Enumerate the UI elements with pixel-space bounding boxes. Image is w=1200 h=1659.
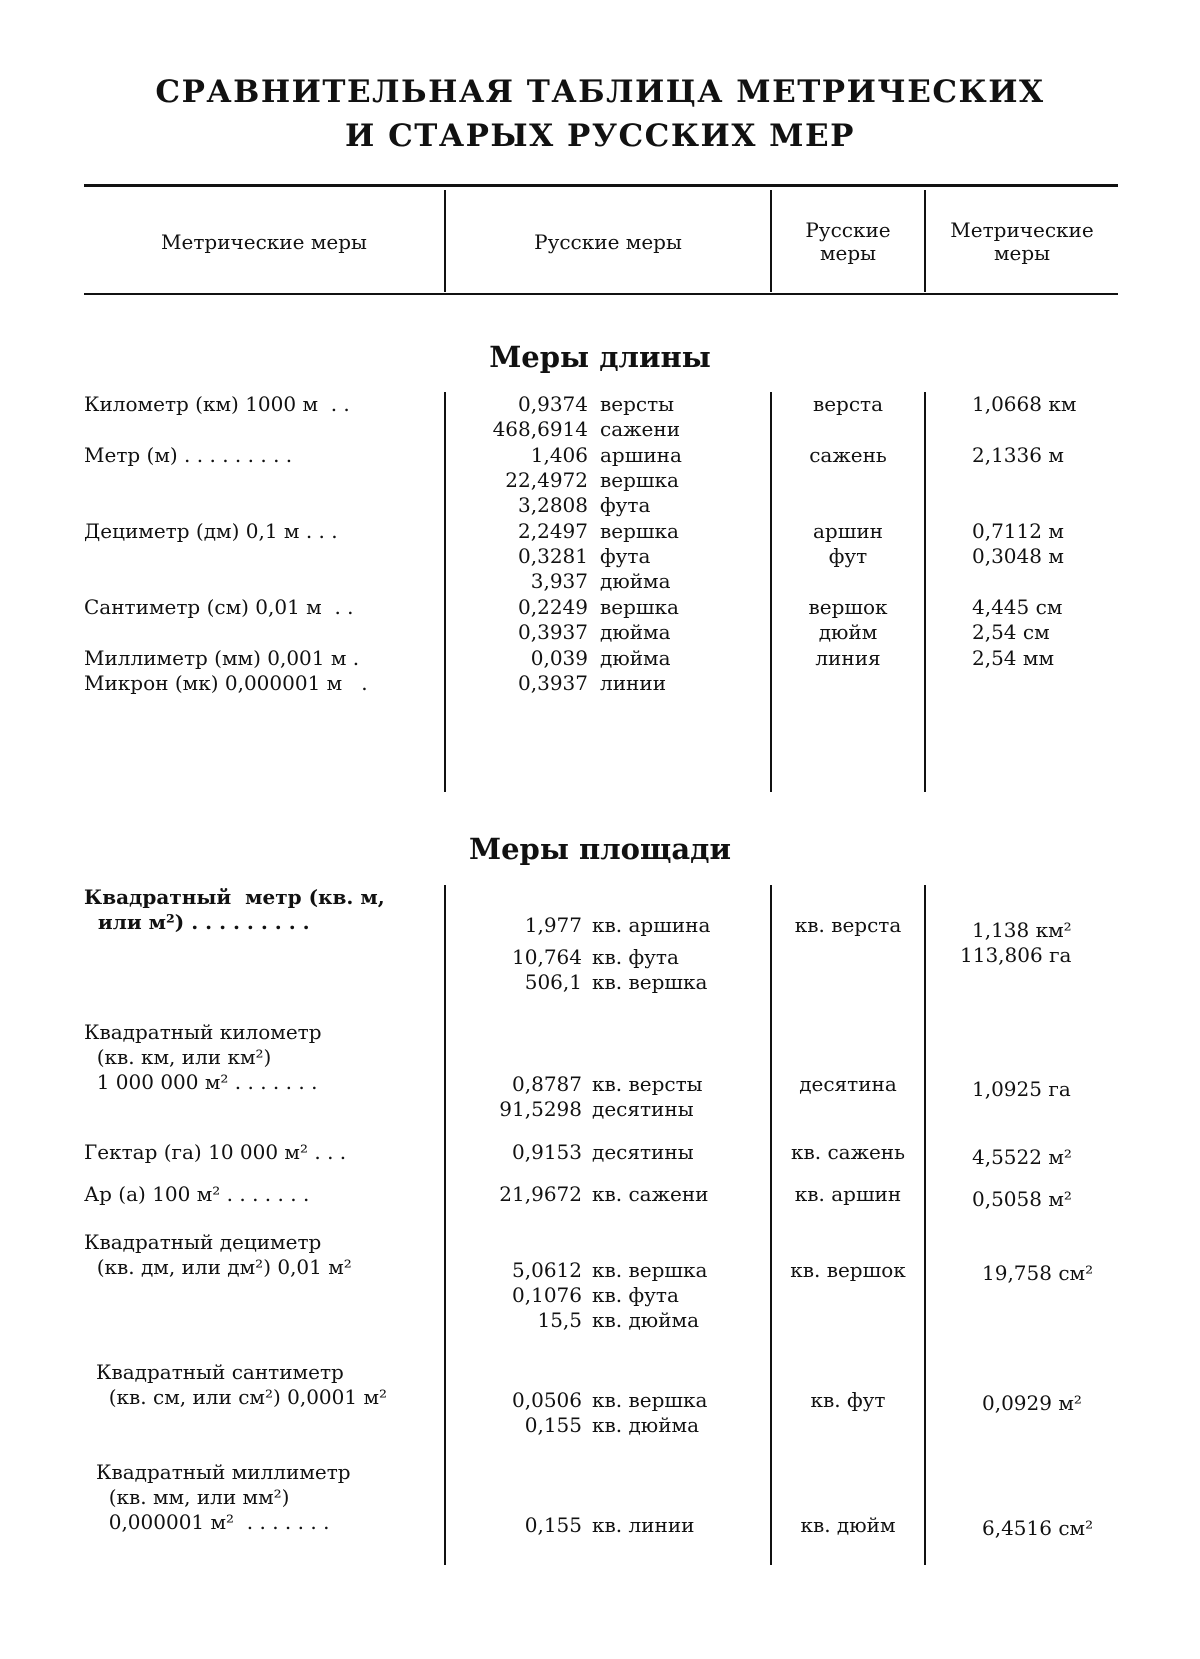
area-russian-unit-name: кв. дюйм <box>800 1513 896 1537</box>
area-russian-unit-name: кв. аршин <box>794 1182 902 1206</box>
area-divider-1 <box>444 885 446 1565</box>
length-metric-value: 1,0668 км <box>972 392 1077 416</box>
area-russian-num: 0,1076 <box>512 1283 582 1307</box>
header-divider-1 <box>444 190 446 292</box>
area-russian-unit: кв. версты <box>592 1072 703 1096</box>
header-metric-measures-label: Метрические меры <box>161 229 367 254</box>
length-metric-value: 0,3048 м <box>972 544 1064 568</box>
area-metric-value: 1,0925 га <box>972 1077 1071 1101</box>
area-metric-sq-dm: (кв. дм, или дм²) 0,01 м² <box>84 1255 352 1279</box>
area-russian-unit: кв. вершка <box>592 1258 708 1282</box>
length-russian-num: 0,9374 <box>518 392 588 416</box>
area-russian-unit: кв. вершка <box>592 1388 708 1412</box>
section-title-length: Меры длины <box>489 340 711 374</box>
header-russian-units <box>772 192 924 292</box>
length-russian-unit: дюйма <box>600 569 671 593</box>
area-russian-num: 5,0612 <box>512 1258 582 1282</box>
length-russian-unit: сажени <box>600 417 681 441</box>
length-russian-unit-name: вершок <box>808 595 888 619</box>
length-russian-unit: линии <box>600 671 667 695</box>
area-russian-unit: кв. дюйма <box>592 1413 700 1437</box>
length-russian-unit-name: верста <box>812 392 884 416</box>
length-russian-num: 3,2808 <box>518 493 588 517</box>
area-russian-unit-name: кв. вершок <box>790 1258 906 1282</box>
area-russian-unit-name: кв. фут <box>810 1388 886 1412</box>
table-top-rule <box>84 184 1118 187</box>
length-russian-unit: фута <box>600 544 651 568</box>
header-russian-measures-label: Русские меры <box>534 229 682 254</box>
length-divider-1 <box>444 392 446 792</box>
length-russian-unit: дюйма <box>600 646 671 670</box>
area-metric-value: 113,806 га <box>960 943 1072 967</box>
length-metric-km: Километр (км) 1000 м . . <box>84 392 350 416</box>
header-russian-measures <box>446 192 770 292</box>
length-metric-value: 2,1336 м <box>972 443 1064 467</box>
area-russian-unit: кв. аршина <box>592 913 711 937</box>
length-russian-num: 22,4972 <box>505 468 588 492</box>
length-russian-unit-name: линия <box>815 646 881 670</box>
area-russian-unit: десятины <box>592 1140 694 1164</box>
length-russian-unit: вершка <box>600 468 679 492</box>
area-divider-2 <box>770 885 772 1565</box>
length-metric-m: Метр (м) . . . . . . . . . <box>84 443 293 467</box>
area-metric-value: 0,5058 м² <box>972 1187 1072 1211</box>
length-russian-num: 468,6914 <box>492 417 588 441</box>
area-metric-value: 0,0929 м² <box>982 1391 1082 1415</box>
area-russian-num: 0,155 <box>524 1513 582 1537</box>
area-metric-sq-mm: (кв. мм, или мм²) <box>96 1485 290 1509</box>
area-metric-sq-mm: Квадратный миллиметр <box>96 1460 351 1484</box>
length-metric-micron: Микрон (мк) 0,000001 м . <box>84 671 368 695</box>
area-russian-num: 0,8787 <box>512 1072 582 1096</box>
area-metric-sq-km: (кв. км, или км²) <box>84 1045 272 1069</box>
length-metric-dm: Дециметр (дм) 0,1 м . . . <box>84 519 338 543</box>
area-russian-unit: кв. фута <box>592 1283 679 1307</box>
length-russian-unit-name: аршин <box>813 519 883 543</box>
header-divider-3 <box>924 190 926 292</box>
area-russian-unit-name: кв. сажень <box>790 1140 906 1164</box>
area-metric-value: 19,758 см² <box>982 1261 1094 1285</box>
area-russian-num: 91,5298 <box>499 1097 582 1121</box>
length-russian-unit: вершка <box>600 519 679 543</box>
length-metric-value: 2,54 см <box>972 620 1050 644</box>
area-russian-num: 506,1 <box>524 970 582 994</box>
length-russian-unit: вершка <box>600 595 679 619</box>
length-russian-unit: дюйма <box>600 620 671 644</box>
area-metric-sq-km: 1 000 000 м² . . . . . . . <box>84 1070 318 1094</box>
area-russian-unit: десятины <box>592 1097 694 1121</box>
length-divider-3 <box>924 392 926 792</box>
length-metric-value: 2,54 мм <box>972 646 1055 670</box>
length-metric-value: 4,445 см <box>972 595 1063 619</box>
area-metric-sq-cm: (кв. см, или см²) 0,0001 м² <box>96 1385 388 1409</box>
area-metric-sq-cm: Квадратный сантиметр <box>96 1360 344 1384</box>
area-divider-3 <box>924 885 926 1565</box>
area-russian-num: 0,0506 <box>512 1388 582 1412</box>
area-russian-unit-name: кв. верста <box>794 913 902 937</box>
length-metric-cm: Сантиметр (см) 0,01 м . . <box>84 595 354 619</box>
length-russian-num: 3,937 <box>530 569 588 593</box>
area-russian-num: 21,9672 <box>499 1182 582 1206</box>
area-russian-num: 0,155 <box>524 1413 582 1437</box>
page-title-line-2: И СТАРЫХ РУССКИХ МЕР <box>345 118 855 154</box>
area-metric-sq-km: Квадратный километр <box>84 1020 322 1044</box>
length-russian-num: 0,3937 <box>518 671 588 695</box>
area-russian-num: 1,977 <box>524 913 582 937</box>
header-russian-units-label: Русские меры <box>805 218 891 265</box>
length-russian-num: 2,2497 <box>518 519 588 543</box>
length-metric-mm: Миллиметр (мм) 0,001 м . <box>84 646 360 670</box>
area-metric-hectare: Гектар (га) 10 000 м² . . . <box>84 1140 347 1164</box>
page-title-line-1: СРАВНИТЕЛЬНАЯ ТАБЛИЦА МЕТРИЧЕСКИХ <box>155 74 1045 110</box>
area-metric-value: 1,138 км² <box>972 918 1072 942</box>
section-title-area: Меры площади <box>468 832 732 866</box>
length-russian-unit: фута <box>600 493 651 517</box>
length-russian-unit: аршина <box>600 443 682 467</box>
table-header-bottom-rule <box>84 293 1118 295</box>
length-russian-num: 0,039 <box>530 646 588 670</box>
area-metric-sq-dm: Квадратный дециметр <box>84 1230 322 1254</box>
length-russian-unit-name: фут <box>828 544 868 568</box>
area-russian-unit: кв. линии <box>592 1513 695 1537</box>
length-russian-num: 0,3281 <box>518 544 588 568</box>
length-metric-value: 0,7112 м <box>972 519 1064 543</box>
length-russian-num: 0,2249 <box>518 595 588 619</box>
area-russian-unit: кв. сажени <box>592 1182 709 1206</box>
area-russian-unit: кв. фута <box>592 945 679 969</box>
area-russian-unit-name: десятина <box>799 1072 897 1096</box>
length-russian-unit-name: сажень <box>809 443 887 467</box>
area-russian-num: 0,9153 <box>512 1140 582 1164</box>
area-metric-value: 4,5522 м² <box>972 1145 1072 1169</box>
area-metric-sq-m: Квадратный метр (кв. м, <box>84 885 385 909</box>
header-metric-values <box>926 192 1118 292</box>
area-metric-are: Ар (а) 100 м² . . . . . . . <box>84 1182 310 1206</box>
length-russian-num: 0,3937 <box>518 620 588 644</box>
length-russian-unit: версты <box>600 392 675 416</box>
header-metric-values-label: Метрические меры <box>950 218 1094 265</box>
area-russian-num: 15,5 <box>537 1308 582 1332</box>
header-metric-measures <box>84 192 444 292</box>
length-russian-num: 1,406 <box>530 443 588 467</box>
area-metric-value: 6,4516 см² <box>982 1516 1094 1540</box>
area-russian-num: 10,764 <box>512 945 582 969</box>
area-russian-unit: кв. дюйма <box>592 1308 700 1332</box>
length-russian-unit-name: дюйм <box>818 620 878 644</box>
area-russian-unit: кв. вершка <box>592 970 708 994</box>
area-metric-sq-mm: 0,000001 м² . . . . . . . <box>96 1510 330 1534</box>
header-divider-2 <box>770 190 772 292</box>
area-metric-sq-m: или м²) . . . . . . . . . <box>84 910 310 934</box>
